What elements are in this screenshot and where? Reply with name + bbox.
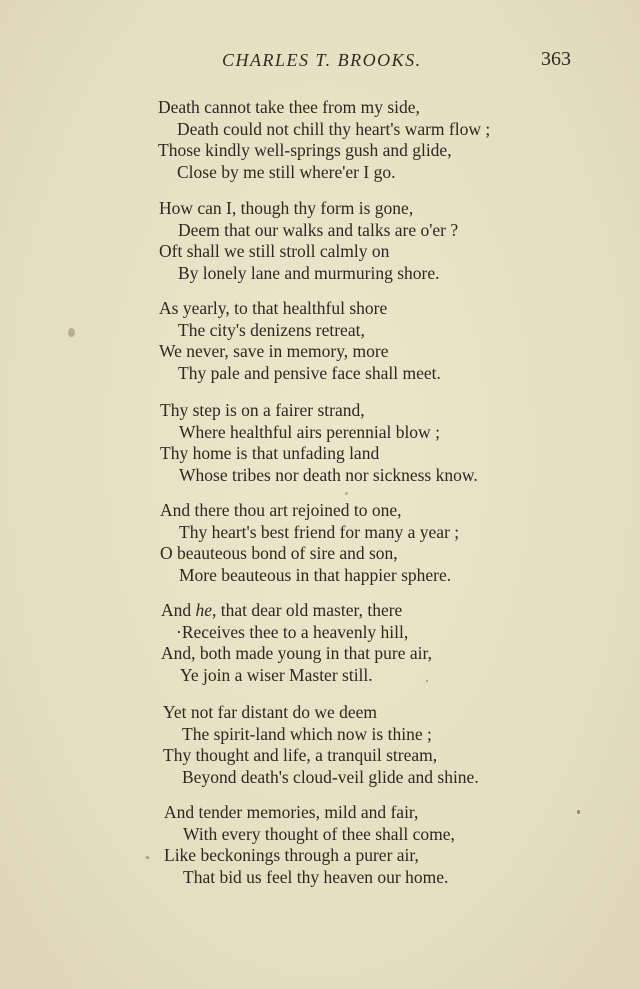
poem-line: The spirit-land which now is thine ; [182,723,432,744]
line-end: , that dear old master, there [212,600,403,620]
paper-speck [68,328,75,337]
poem-line: As yearly, to that healthful shore [159,298,388,318]
poem-line: Death could not chill thy heart's warm flow ; [177,118,491,139]
poem-line: And, both made young in that pure air, [161,643,432,663]
stanza-5 [160,500,580,586]
poem-line: We never, save in memory, more [159,341,389,361]
poem-line: Ye join a wiser Master still. [180,664,373,685]
poem-line: With every thought of thee shall come, [183,823,455,844]
poem-line: Thy heart's best friend for many a year ; [179,521,460,542]
poem-line: O beauteous bond of sire and son, [160,543,398,563]
italic-word: he [195,600,213,620]
poem-line: Like beckonings through a purer air, [164,845,419,865]
poem-line: Yet not far distant do we deem [163,702,378,722]
running-title: CHARLES T. BROOKS. [222,50,422,70]
poem-line: ·Receives thee to a heavenly hill, [176,621,409,642]
stanza-1 [158,97,578,183]
stanza-3 [159,298,579,384]
poem-line: Close by me still where'er I go. [177,161,396,182]
stanza-8 [164,802,584,888]
page-number: 363 [541,48,571,70]
poem-line: And tender memories, mild and fair, [164,802,419,822]
poem-line: And there thou art rejoined to one, [160,500,402,520]
poem-line: How can I, though thy form is gone, [159,198,414,218]
running-head [0,50,640,74]
poem-line: That bid us feel thy heaven our home. [183,866,449,887]
poem-line: Thy step is on a fairer strand, [160,400,365,420]
poem-line: Whose tribes nor death nor sickness know. [179,464,478,485]
stanza-7 [163,702,583,788]
poem-line: Where healthful airs perennial blow ; [179,421,440,442]
stanza-6 [161,600,581,686]
poem-line [161,600,581,622]
poem-line: The city's denizens retreat, [178,319,365,340]
poem-line: Oft shall we still stroll calmly on [159,241,390,261]
poem-line: Thy pale and pensive face shall meet. [178,362,441,383]
poem-line: Beyond death's cloud-veil glide and shine. [182,766,479,787]
poem-line: Thy home is that unfading land [160,443,380,463]
paper-speck [345,492,348,495]
paper-speck [426,680,428,682]
stanza-2 [159,198,579,284]
poem-line: Thy thought and life, a tranquil stream, [163,745,438,765]
paper-speck [146,856,149,859]
poem-line: Deem that our walks and talks are o'er ? [178,219,459,240]
paper-speck [577,810,580,814]
poem-line: By lonely lane and murmuring shore. [178,262,440,283]
poem-line: Those kindly well-springs gush and glide, [158,140,452,160]
poem-line: More beauteous in that happier sphere. [179,564,452,585]
poem-line: Death cannot take thee from my side, [158,97,420,117]
stanza-4 [160,400,580,486]
line-start: And [161,600,196,620]
